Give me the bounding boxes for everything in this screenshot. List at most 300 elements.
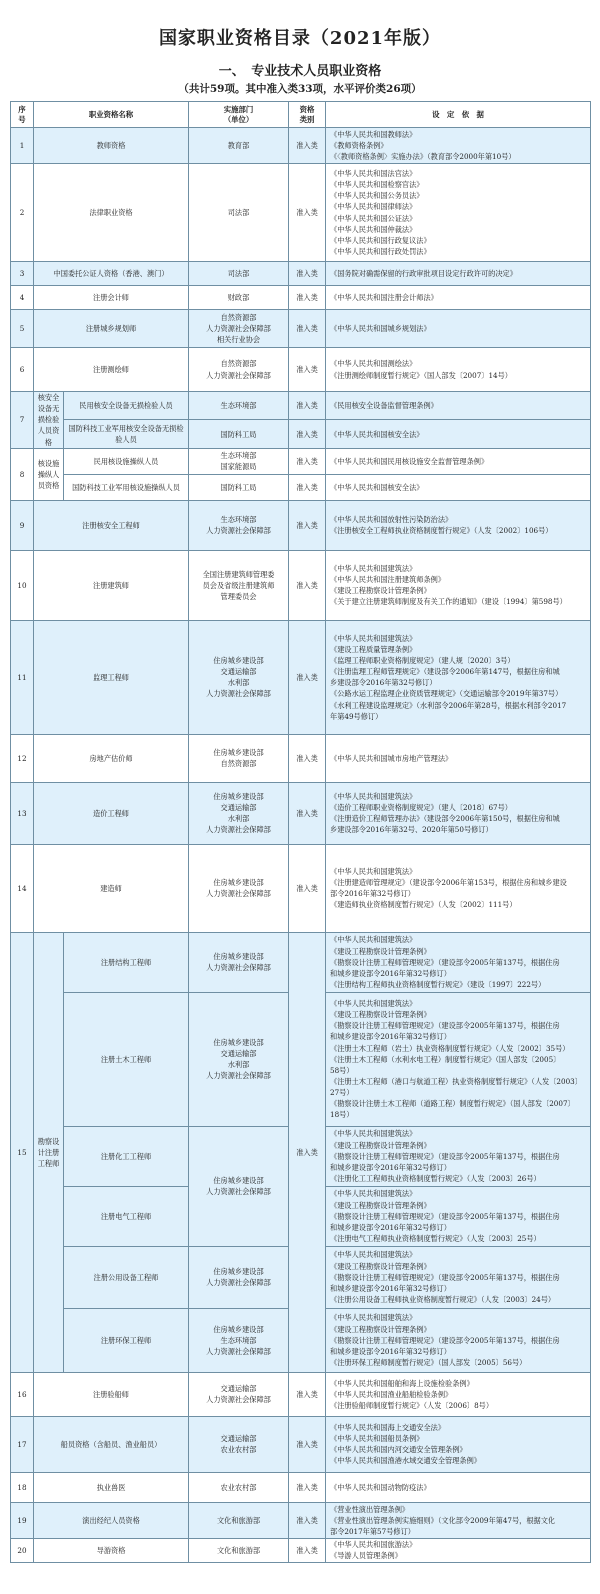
table-row — [11, 500, 591, 550]
row-category: 准入类 — [289, 448, 326, 474]
row-basis — [326, 550, 591, 620]
row-seq: 19 — [11, 1502, 34, 1538]
basis-line: 《教师资格条例》 — [330, 140, 388, 150]
dept-line: 住房城乡建设部 — [213, 1037, 264, 1047]
row-name: 注册会计师 — [34, 286, 189, 310]
row-basis — [326, 1308, 591, 1372]
dept-line: 国防科工局 — [220, 429, 257, 439]
row-seq: 10 — [11, 550, 34, 620]
qualification-table — [10, 101, 591, 1563]
basis-line: 《中华人民共和国渔港水域交通安全管理条例》 — [330, 1456, 481, 1466]
row-category: 准入类 — [289, 844, 326, 932]
dept-line: 人力资源社会保障部 — [206, 1395, 271, 1405]
row-sub-name: 注册结构工程师 — [64, 932, 189, 992]
dept-line: 文化和旅游部 — [216, 1545, 261, 1555]
basis-line: 《勘察设计注册土木工程师（道路工程）制度暂行规定》（国人部发〔2007〕 — [330, 1099, 575, 1109]
row-category: 准入类 — [289, 1416, 326, 1472]
basis-line: 《注册结构工程师执业资格制度暂行规定》（建设〔1997〕222号） — [330, 980, 546, 990]
table-row — [11, 474, 591, 500]
table-row — [11, 392, 591, 420]
row-group-name: 核安全设备无损检验人员资格 — [34, 392, 64, 449]
row-dept — [189, 734, 289, 782]
table-row — [11, 932, 591, 992]
dept-line: 司法部 — [227, 207, 250, 217]
header-dept: 实施部门 （单位） — [189, 102, 289, 128]
page-title: 国家职业资格目录（2021年版） — [158, 28, 442, 49]
basis-line: 《水利工程建设监理规定》（水利部令2006年第28号，根据水利部令2017 — [330, 700, 567, 710]
basis-line: 《勘察设计注册工程师管理规定》（建设部令2005年第137号，根据住房 — [330, 1211, 560, 1221]
row-basis — [326, 286, 591, 310]
row-name: 教师资格 — [34, 128, 189, 164]
basis-line: 《中华人民共和国注册建筑师条例》 — [330, 575, 446, 585]
row-basis — [326, 844, 591, 932]
basis-line: 《中华人民共和国公证法》 — [330, 213, 417, 223]
row-basis — [326, 128, 591, 164]
basis-line: 《中华人民共和国行政处罚法》 — [330, 246, 431, 256]
row-sub-name: 注册电气工程师 — [64, 1186, 189, 1246]
row-name: 法律职业资格 — [34, 164, 189, 262]
row-basis — [326, 1538, 591, 1562]
row-name: 注册验船师 — [34, 1372, 189, 1416]
row-name: 注册测绘师 — [34, 348, 189, 392]
table-row — [11, 286, 591, 310]
dept-line: 员会及省级注册建筑师 — [202, 580, 275, 590]
basis-line: 18号） — [330, 1110, 354, 1120]
dept-line: 管理委员会 — [220, 591, 257, 601]
row-name: 房地产估价师 — [34, 734, 189, 782]
row-basis — [326, 1372, 591, 1416]
dept-line: 国防科工局 — [220, 482, 257, 492]
row-dept — [189, 500, 289, 550]
row-name: 造价工程师 — [34, 782, 189, 844]
basis-line: 部令2017年第57号修订） — [330, 1526, 415, 1536]
dept-line: 人力资源社会保障部 — [206, 1187, 271, 1197]
basis-line: 《中华人民共和国公务员法》 — [330, 191, 424, 201]
row-sub-name: 民用核设施操纵人员 — [64, 448, 189, 474]
row-basis — [326, 734, 591, 782]
basis-line: 部令2016年第32号修订） — [330, 889, 415, 899]
row-category: 准入类 — [289, 262, 326, 286]
row-dept — [189, 550, 289, 620]
row-category: 准入类 — [289, 500, 326, 550]
row-basis — [326, 992, 591, 1126]
row-basis — [326, 262, 591, 286]
row-sub-name: 国防科技工业军用核设施操纵人员 — [64, 474, 189, 500]
table-row — [11, 164, 591, 262]
dept-line: 交通运输部 — [220, 667, 257, 677]
dept-line: 住房城乡建设部 — [213, 1267, 264, 1277]
basis-line: 《建设工程勘察设计管理条例》 — [330, 586, 431, 596]
row-sub-name: 注册化工工程师 — [64, 1126, 189, 1186]
row-seq: 16 — [11, 1372, 34, 1416]
row-seq: 9 — [11, 500, 34, 550]
row-dept — [189, 310, 289, 348]
table-row — [11, 448, 591, 474]
row-dept — [189, 932, 289, 992]
row-dept — [189, 1246, 289, 1308]
table-row — [11, 1538, 591, 1562]
row-basis — [326, 932, 591, 992]
dept-line: 水利部 — [227, 678, 250, 688]
basis-line: 《注册公用设备工程师执业资格制度暂行规定》（人发〔2003〕24号） — [330, 1295, 556, 1305]
basis-line: 《中华人民共和国内河交通安全管理条例》 — [330, 1445, 467, 1455]
row-basis — [326, 620, 591, 734]
dept-line: 国家能源局 — [220, 462, 257, 472]
basis-line: 《中华人民共和国建筑法》 — [330, 633, 417, 643]
basis-line: 《中华人民共和国法官法》 — [330, 168, 417, 178]
basis-line: 《建设工程勘察设计管理条例》 — [330, 1261, 431, 1271]
row-basis — [326, 310, 591, 348]
dept-line: 住房城乡建设部 — [213, 952, 264, 962]
row-basis — [326, 392, 591, 420]
basis-line: 《勘察设计注册工程师管理规定》（建设部令2005年第137号，根据住房 — [330, 1335, 560, 1345]
row-seq: 17 — [11, 1416, 34, 1472]
row-basis — [326, 1472, 591, 1502]
dept-line: 生态环境部 — [220, 515, 257, 525]
row-dept — [189, 782, 289, 844]
basis-line: 《民用核安全设备监督管理条例》 — [330, 401, 438, 411]
row-dept — [189, 1126, 289, 1246]
row-dept — [189, 420, 289, 448]
basis-line: 《注册核安全工程师执业资格制度暂行规定》（人发〔2002〕106号） — [330, 526, 553, 536]
basis-line: 《中华人民共和国建筑法》 — [330, 1250, 417, 1260]
dept-line: 人力资源社会保障部 — [206, 825, 271, 835]
basis-line: 年第49号修订） — [330, 711, 383, 721]
basis-line: 《注册化工工程师执业资格制度暂行规定》（人发〔2003〕26号） — [330, 1174, 541, 1184]
row-dept — [189, 620, 289, 734]
row-category: 准入类 — [289, 1538, 326, 1562]
row-category: 准入类 — [289, 1472, 326, 1502]
dept-line: 交通运输部 — [220, 803, 257, 813]
row-category: 准入类 — [289, 474, 326, 500]
table-row — [11, 262, 591, 286]
basis-line: 《中华人民共和国海上交通安全法》 — [330, 1422, 446, 1432]
section-subtitle: 一、 专业技术人员职业资格 — [218, 64, 382, 79]
dept-line: 交通运输部 — [220, 1434, 257, 1444]
dept-line: 文化和旅游部 — [216, 1515, 261, 1525]
row-category: 准入类 — [289, 128, 326, 164]
row-seq: 2 — [11, 164, 34, 262]
basis-line: 《中华人民共和国旅游法》 — [330, 1540, 417, 1550]
basis-line: 《中华人民共和国建筑法》 — [330, 935, 417, 945]
row-name: 注册城乡规划师 — [34, 310, 189, 348]
dept-line: 财政部 — [227, 292, 250, 302]
basis-line: 《关于建立注册建筑师制度及有关工作的通知》（建设〔1994〕第598号） — [330, 597, 567, 607]
basis-line: 乡建设部令2016年第32号修订） — [330, 678, 437, 688]
basis-line: 《建设工程质量管理条例》 — [330, 644, 417, 654]
header-seq: 序 号 — [11, 102, 34, 128]
row-basis — [326, 1186, 591, 1246]
basis-line: 《中华人民共和国建筑法》 — [330, 791, 417, 801]
row-group-name: 勘察设计注册工程师 — [34, 932, 64, 1372]
basis-line: 《国务院对确需保留的行政审批项目设定行政许可的决定》 — [330, 268, 517, 278]
row-dept — [189, 128, 289, 164]
table-row — [11, 844, 591, 932]
basis-line: 《注册环保工程师制度暂行规定》（国人部发〔2005〕56号） — [330, 1358, 527, 1368]
row-dept — [189, 1502, 289, 1538]
dept-line: 人力资源社会保障部 — [206, 370, 271, 380]
row-category: 准入类 — [289, 782, 326, 844]
basis-line: 《勘察设计注册工程师管理规定》（建设部令2005年第137号，根据住房 — [330, 1021, 560, 1031]
dept-line: 人力资源社会保障部 — [206, 1071, 271, 1081]
basis-line: 和城乡建设部令2016年第32号修订） — [330, 1283, 451, 1293]
table-row — [11, 620, 591, 734]
dept-line: 农业农村部 — [220, 1482, 257, 1492]
header-category: 资格 类别 — [289, 102, 326, 128]
dept-line: 水利部 — [227, 1060, 250, 1070]
row-name: 注册建筑师 — [34, 550, 189, 620]
row-seq: 5 — [11, 310, 34, 348]
basis-line: 《中华人民共和国仲裁法》 — [330, 224, 417, 234]
dept-line: 全国注册建筑师管理委 — [202, 569, 275, 579]
basis-line: 《中华人民共和国放射性污染防治法》 — [330, 515, 453, 525]
dept-line: 生态环境部 — [220, 1335, 257, 1345]
basis-line: 《中华人民共和国渔业船舶检验条例》 — [330, 1389, 453, 1399]
table-row — [11, 1472, 591, 1502]
basis-line: 和城乡建设部令2016年第32号修订） — [330, 968, 451, 978]
row-name: 中国委托公证人资格（香港、澳门） — [34, 262, 189, 286]
dept-line: 交通运输部 — [220, 1049, 257, 1059]
row-category: 准入类 — [289, 310, 326, 348]
basis-line: 《中华人民共和国建筑法》 — [330, 866, 417, 876]
row-category: 准入类 — [289, 1372, 326, 1416]
basis-line: 《监理工程师职业资格制度规定》（建人规〔2020〕3号） — [330, 655, 515, 665]
basis-line: 《注册电气工程师执业资格制度暂行规定》（人发〔2003〕25号） — [330, 1234, 541, 1244]
basis-line: 《注册土木工程师（水利水电工程）制度暂行规定》（国人部发〔2005〕 — [330, 1054, 561, 1064]
table-body — [11, 128, 591, 1563]
basis-line: 《勘察设计注册工程师管理规定》（建设部令2005年第137号，根据住房 — [330, 1151, 560, 1161]
table-row — [11, 1502, 591, 1538]
row-seq: 3 — [11, 262, 34, 286]
row-dept — [189, 844, 289, 932]
row-category: 准入类 — [289, 164, 326, 262]
row-category: 准入类 — [289, 392, 326, 420]
row-seq: 14 — [11, 844, 34, 932]
basis-line: 《注册验船师制度暂行规定》（人发〔2006〕8号） — [330, 1400, 494, 1410]
row-dept — [189, 1538, 289, 1562]
basis-line: 《注册建造师管理规定》（建设部令2006年第153号，根据住房和城乡建设 — [330, 878, 567, 888]
dept-line: 相关行业协会 — [216, 335, 261, 345]
row-category: 准入类 — [289, 348, 326, 392]
dept-line: 生态环境部 — [220, 451, 257, 461]
basis-line: 27号） — [330, 1088, 354, 1098]
row-basis — [326, 1126, 591, 1186]
row-dept — [189, 992, 289, 1126]
table-row — [11, 1372, 591, 1416]
basis-line: 和城乡建设部令2016年第32号修订） — [330, 1032, 451, 1042]
row-dept — [189, 1308, 289, 1372]
row-category: 准入类 — [289, 550, 326, 620]
basis-line: 《建设工程勘察设计管理条例》 — [330, 1324, 431, 1334]
basis-line: 《建设工程勘察设计管理条例》 — [330, 1010, 431, 1020]
row-dept — [189, 348, 289, 392]
row-sub-name: 国防科技工业军用核安全设备无损检验人员 — [64, 420, 189, 448]
row-seq: 15 — [11, 932, 34, 1372]
dept-line: 人力资源社会保障部 — [206, 323, 271, 333]
basis-line: 《中华人民共和国测绘法》 — [330, 359, 417, 369]
row-group-name: 核设施操纵人员资格 — [34, 448, 64, 500]
dept-line: 人力资源社会保障部 — [206, 963, 271, 973]
dept-line: 自然资源部 — [220, 312, 257, 322]
table-row — [11, 128, 591, 164]
row-seq: 20 — [11, 1538, 34, 1562]
basis-line: 《注册测绘师制度暂行规定》（国人部发〔2007〕14号） — [330, 370, 512, 380]
row-dept — [189, 448, 289, 474]
table-row — [11, 348, 591, 392]
basis-line: 《中华人民共和国建筑法》 — [330, 563, 417, 573]
basis-line: 《营业性演出管理条例实施细则》（文化部令2009年第47号，根据文化 — [330, 1515, 556, 1525]
basis-line: 《建造师执业资格制度暂行规定》（人发〔2002〕111号） — [330, 900, 517, 910]
row-seq: 18 — [11, 1472, 34, 1502]
dept-line: 司法部 — [227, 268, 250, 278]
row-dept — [189, 474, 289, 500]
header-name: 职业资格名称 — [34, 102, 189, 128]
row-name: 船员资格（含船员、渔业船员） — [34, 1416, 189, 1472]
dept-line: 住房城乡建设部 — [213, 1176, 264, 1186]
basis-line: 《中华人民共和国城乡规划法》 — [330, 323, 431, 333]
basis-line: 《营业性演出管理条例》 — [330, 1504, 410, 1514]
row-sub-name: 民用核安全设备无损检验人员 — [64, 392, 189, 420]
basis-line: 和城乡建设部令2016年第32号修订） — [330, 1222, 451, 1232]
basis-line: 《注册土木工程师（港口与航道工程）执业资格制度暂行规定》（人发〔2003〕 — [330, 1077, 582, 1087]
basis-line: 《注册监理工程师管理规定》（建设部令2006年第147号，根据住房和城 — [330, 667, 560, 677]
page-header — [0, 0, 600, 100]
row-basis — [326, 474, 591, 500]
basis-line: 《公路水运工程监理企业资质管理规定》（交通运输部令2019年第37号） — [330, 689, 563, 699]
row-basis — [326, 420, 591, 448]
basis-line: 《中华人民共和国建筑法》 — [330, 1189, 417, 1199]
basis-line: 《中华人民共和国注册会计师法》 — [330, 292, 438, 302]
row-name: 注册核安全工程师 — [34, 500, 189, 550]
dept-line: 人力资源社会保障部 — [206, 1346, 271, 1356]
basis-line: 《中华人民共和国检察官法》 — [330, 180, 424, 190]
basis-line: 《注册土木工程师（岩土）执业资格制度暂行规定》（人发〔2002〕35号） — [330, 1043, 570, 1053]
dept-line: 住房城乡建设部 — [213, 748, 264, 758]
row-dept — [189, 262, 289, 286]
table-row — [11, 550, 591, 620]
dept-line: 人力资源社会保障部 — [206, 526, 271, 536]
row-sub-name: 注册土木工程师 — [64, 992, 189, 1126]
basis-line: 58号） — [330, 1065, 354, 1075]
basis-line: 《中华人民共和国建筑法》 — [330, 1129, 417, 1139]
basis-line: 和城乡建设部令2016年第32号修订） — [330, 1162, 451, 1172]
row-seq: 8 — [11, 448, 34, 500]
basis-line: 《注册造价工程师管理办法》（建设部令2006年第150号，根据住房和城 — [330, 814, 560, 824]
basis-line: 乡建设部令2016年第32号、2020年第50号修订） — [330, 825, 493, 835]
basis-line: 《中华人民共和国律师法》 — [330, 202, 417, 212]
basis-line: 《中华人民共和国教师法》 — [330, 129, 417, 139]
dept-line: 人力资源社会保障部 — [206, 689, 271, 699]
row-dept — [189, 164, 289, 262]
row-name: 导游资格 — [34, 1538, 189, 1562]
basis-line: 《中华人民共和国船员条例》 — [330, 1434, 424, 1444]
row-basis — [326, 348, 591, 392]
basis-line: 《中华人民共和国行政复议法》 — [330, 235, 431, 245]
row-category: 准入类 — [289, 286, 326, 310]
section-summary: （共计59项。其中准入类33项，水平评价类26项） — [178, 83, 422, 95]
basis-line: 《建设工程勘察设计管理条例》 — [330, 1140, 431, 1150]
basis-line: 《中华人民共和国建筑法》 — [330, 1313, 417, 1323]
dept-line: 自然资源部 — [220, 759, 257, 769]
row-seq: 12 — [11, 734, 34, 782]
row-dept — [189, 1472, 289, 1502]
table-row — [11, 420, 591, 448]
row-dept — [189, 392, 289, 420]
dept-line: 农业农村部 — [220, 1445, 257, 1455]
dept-line: 水利部 — [227, 814, 250, 824]
basis-line: 《中华人民共和国动物防疫法》 — [330, 1482, 431, 1492]
dept-line: 生态环境部 — [220, 401, 257, 411]
row-basis — [326, 1246, 591, 1308]
table-row — [11, 782, 591, 844]
dept-line: 自然资源部 — [220, 359, 257, 369]
dept-line: 人力资源社会保障部 — [206, 1278, 271, 1288]
basis-line: 《勘察设计注册工程师管理规定》（建设部令2005年第137号，根据住房 — [330, 957, 560, 967]
row-category: 准入类 — [289, 734, 326, 782]
row-category: 准入类 — [289, 1502, 326, 1538]
row-basis — [326, 1502, 591, 1538]
row-basis — [326, 782, 591, 844]
basis-line: 《〈教师资格条例〉实施办法》（教育部令2000年第10号） — [330, 152, 516, 162]
basis-line: 《中华人民共和国核安全法》 — [330, 482, 424, 492]
basis-line: 《中华人民共和国船舶和海上设施检验条例》 — [330, 1378, 474, 1388]
dept-line: 住房城乡建设部 — [213, 1324, 264, 1334]
dept-line: 教育部 — [227, 140, 250, 150]
row-dept — [189, 286, 289, 310]
dept-line: 住房城乡建设部 — [213, 655, 264, 665]
row-dept — [189, 1372, 289, 1416]
row-category: 准入类 — [289, 620, 326, 734]
row-sub-name: 注册公用设备工程师 — [64, 1246, 189, 1308]
table-row — [11, 310, 591, 348]
row-seq: 6 — [11, 348, 34, 392]
row-dept — [189, 1416, 289, 1472]
row-category: 准入类 — [289, 420, 326, 448]
dept-line: 住房城乡建设部 — [213, 878, 264, 888]
row-seq: 4 — [11, 286, 34, 310]
basis-line: 《中华人民共和国城市房地产管理法》 — [330, 753, 453, 763]
basis-line: 《导游人员管理条例》 — [330, 1551, 402, 1561]
row-seq: 13 — [11, 782, 34, 844]
basis-line: 和城乡建设部令2016年第32号修订） — [330, 1346, 451, 1356]
basis-line: 《中华人民共和国核安全法》 — [330, 429, 424, 439]
row-category: 准入类 — [289, 932, 326, 1372]
dept-line: 交通运输部 — [220, 1384, 257, 1394]
row-name: 执业兽医 — [34, 1472, 189, 1502]
header-basis: 设 定 依 据 — [326, 102, 591, 128]
basis-line: 《中华人民共和国民用核设施安全监督管理条例》 — [330, 456, 489, 466]
basis-line: 《造价工程师职业资格制度规定》（建人〔2018〕67号） — [330, 803, 512, 813]
dept-line: 住房城乡建设部 — [213, 791, 264, 801]
row-name: 演出经纪人员资格 — [34, 1502, 189, 1538]
table-row — [11, 1416, 591, 1472]
basis-line: 《建设工程勘察设计管理条例》 — [330, 946, 431, 956]
row-basis — [326, 164, 591, 262]
row-seq: 7 — [11, 392, 34, 449]
row-sub-name: 注册环保工程师 — [64, 1308, 189, 1372]
row-seq: 1 — [11, 128, 34, 164]
basis-line: 《勘察设计注册工程师管理规定》（建设部令2005年第137号，根据住房 — [330, 1272, 560, 1282]
row-seq: 11 — [11, 620, 34, 734]
row-basis — [326, 500, 591, 550]
row-name: 建造师 — [34, 844, 189, 932]
table-row — [11, 734, 591, 782]
row-name: 监理工程师 — [34, 620, 189, 734]
row-basis — [326, 1416, 591, 1472]
row-basis — [326, 448, 591, 474]
basis-line: 《建设工程勘察设计管理条例》 — [330, 1200, 431, 1210]
dept-line: 人力资源社会保障部 — [206, 889, 271, 899]
